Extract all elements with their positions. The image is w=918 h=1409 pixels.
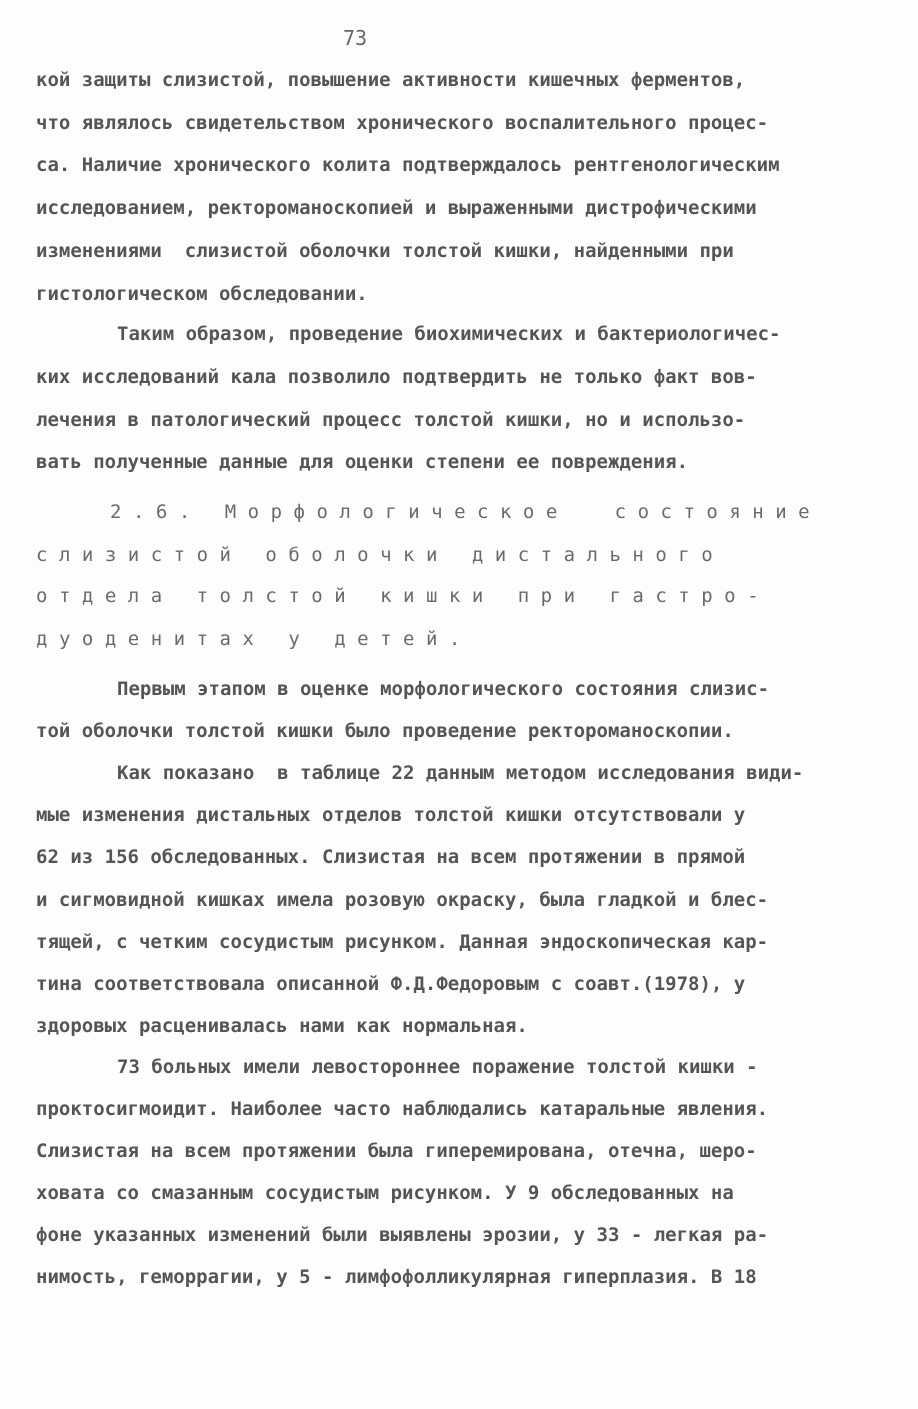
text-line: тящей, с четким сосудистым рисунком. Данная эндоскопическая кар- <box>36 931 769 953</box>
text-line: лечения в патологический процесс толстой кишки, но и использо- <box>36 409 746 431</box>
page-number: 73 <box>343 26 368 50</box>
text-line: фоне указанных изменений были выявлены эрозии, у 33 - легкая ра- <box>36 1224 769 1246</box>
text-line: Как показано в таблице 22 данным методом исследования види- <box>117 762 804 784</box>
text-line: проктосигмоидит. Наиболее часто наблюдались катаральные явления. <box>36 1098 769 1120</box>
text-line: ховата со смазанным сосудистым рисунком. У 9 обследованных на <box>36 1182 734 1204</box>
text-line: мые изменения дистальных отделов толстой кишки отсутствовали у <box>36 804 746 826</box>
text-line: кой защиты слизистой, повышение активности кишечных ферментов, <box>36 69 746 91</box>
text-line: 73 больных имели левостороннее поражение толстой кишки - <box>117 1056 758 1078</box>
section-heading-line: отдела толстой кишки при гастро- <box>36 585 771 607</box>
text-line: нимость, геморрагии, у 5 - лимфофолликулярная гиперплазия. В 18 <box>36 1266 757 1288</box>
text-line: той оболочки толстой кишки было проведение ректороманоскопии. <box>36 720 734 742</box>
section-heading-line: слизистой оболочки дистального <box>36 544 725 566</box>
text-line: 62 из 156 обследованных. Слизистая на всем протяжении в прямой <box>36 846 746 868</box>
section-heading-line: дуоденитах у детей. <box>36 628 472 650</box>
text-line: исследованием, ректороманоскопией и выраженными дистрофическими <box>36 197 757 219</box>
text-line: тина соответствовала описанной Ф.Д.Федоровым с соавт.(1978), у <box>36 973 746 995</box>
text-line: Слизистая на всем протяжении была гиперемирована, отечна, шеро- <box>36 1140 757 1162</box>
text-line: гистологическом обследовании. <box>36 283 368 305</box>
text-line: Первым этапом в оценке морфологического состояния слизис- <box>117 678 770 700</box>
text-line: что являлось свидетельством хронического воспалительного процес- <box>36 112 769 134</box>
text-line: изменениями слизистой оболочки толстой кишки, найденными при <box>36 240 734 262</box>
text-line: и сигмовидной кишках имела розовую окраску, была гладкой и блес- <box>36 889 769 911</box>
text-line: здоровых расценивалась нами как нормальная. <box>36 1015 528 1037</box>
text-line: Таким образом, проведение биохимических и бактериологичес- <box>117 323 781 345</box>
text-line: са. Наличие хронического колита подтверждалось рентгенологическим <box>36 154 780 176</box>
text-line: вать полученные данные для оценки степени ее повреждения. <box>36 451 689 473</box>
section-heading-line: 2.6. Морфологическое состояние <box>110 501 822 523</box>
text-line: ких исследований кала позволило подтвердить не только факт вов- <box>36 366 757 388</box>
